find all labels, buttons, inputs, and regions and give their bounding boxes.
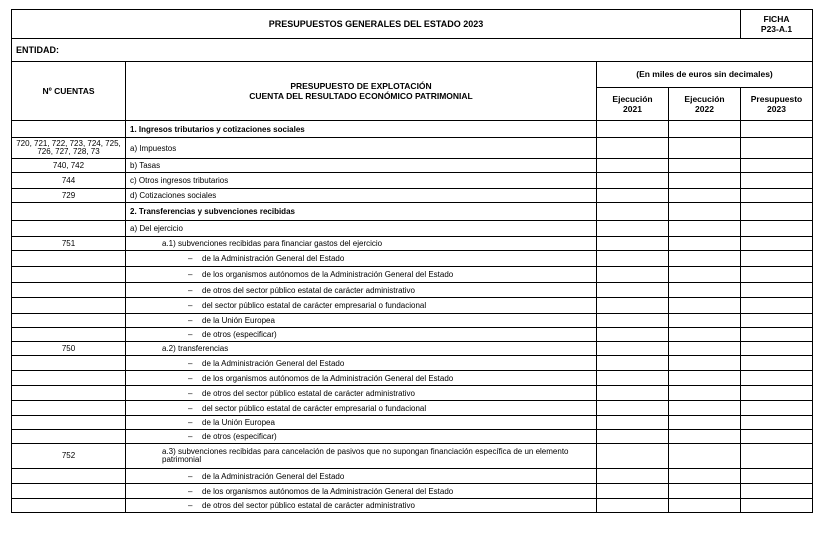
account-cell: [12, 469, 126, 484]
account-cell: 750: [12, 342, 126, 356]
concept-cell: [126, 283, 597, 298]
title-row: [12, 10, 813, 39]
ejecucion-2021-cell[interactable]: [597, 121, 669, 138]
concept-text: de los organismos autónomos de la Administración General del Estado: [202, 486, 454, 496]
ejecucion-2021-cell[interactable]: [597, 189, 669, 203]
table-row: [12, 283, 813, 298]
table-row: [12, 121, 813, 138]
concept-cell: [126, 499, 597, 513]
ejecucion-2021-cell[interactable]: [597, 173, 669, 189]
concept-cell: d) Cotizaciones sociales: [126, 189, 597, 203]
presupuesto-2023-cell[interactable]: [741, 251, 813, 267]
concept-cell: a.2) transferencias: [126, 342, 597, 356]
account-cell: [12, 298, 126, 314]
table-row: [12, 386, 813, 401]
ejecucion-2022-cell[interactable]: [669, 298, 741, 314]
concept-cell: a) Impuestos: [126, 138, 597, 159]
presupuesto-2023-cell[interactable]: [741, 314, 813, 328]
ejecucion-2022-cell[interactable]: [669, 444, 741, 469]
ejecucion-2021-label: Ejecución: [612, 94, 653, 104]
ejecucion-2022-cell[interactable]: [669, 121, 741, 138]
ficha-label: FICHA: [763, 14, 790, 24]
table-row: [12, 173, 813, 189]
table-row: [12, 401, 813, 416]
dash-marker: –: [188, 418, 193, 427]
concept-text: del sector público estatal de carácter empresarial o fundacional: [202, 403, 427, 413]
concept-text: de otros (especificar): [202, 432, 277, 441]
account-cell: 740, 742: [12, 159, 126, 173]
concept-text: de la Administración General del Estado: [202, 254, 345, 263]
ejecucion-2022-cell[interactable]: [669, 469, 741, 484]
ejecucion-2021-cell[interactable]: [597, 401, 669, 416]
account-cell: [12, 121, 126, 138]
ejecucion-2022-cell[interactable]: [669, 283, 741, 298]
ejecucion-2021-cell[interactable]: [597, 342, 669, 356]
ejecucion-2021-cell[interactable]: [597, 371, 669, 386]
presupuesto-2023-cell[interactable]: [741, 444, 813, 469]
ejecucion-2021-cell[interactable]: [597, 283, 669, 298]
account-cell: [12, 356, 126, 371]
table-row: [12, 314, 813, 328]
concept-cell: [126, 386, 597, 401]
ejecucion-2021-cell[interactable]: [597, 203, 669, 221]
concept-text: de la Administración General del Estado: [202, 471, 345, 481]
presupuesto-2023-cell[interactable]: [741, 298, 813, 314]
ejecucion-2022-cell[interactable]: [669, 267, 741, 283]
ejecucion-2021-cell[interactable]: [597, 251, 669, 267]
dash-marker: –: [188, 471, 193, 481]
concept-text: de otros del sector público estatal de carácter administrativo: [202, 388, 415, 398]
ejecucion-2022-cell[interactable]: [669, 499, 741, 513]
table-row: [12, 328, 813, 342]
presupuesto-2023-cell[interactable]: [741, 173, 813, 189]
ejecucion-2022-header: [669, 88, 741, 121]
presupuesto-2023-cell[interactable]: [741, 221, 813, 237]
table-row: [12, 189, 813, 203]
dash-marker: –: [188, 388, 193, 398]
concept-cell: [126, 484, 597, 499]
concept-cell: a.1) subvenciones recibidas para financiar gastos del ejercicio: [126, 237, 597, 251]
concept-cell: [126, 328, 597, 342]
presupuesto-2023-cell[interactable]: [741, 203, 813, 221]
form-title: PRESUPUESTOS GENERALES DEL ESTADO 2023: [12, 10, 741, 39]
concept-text: de los organismos autónomos de la Administración General del Estado: [202, 270, 454, 279]
concept-cell: [126, 371, 597, 386]
ejecucion-2022-cell[interactable]: [669, 356, 741, 371]
dash-marker: –: [188, 254, 193, 263]
concept-text: del sector público estatal de carácter empresarial o fundacional: [202, 301, 427, 310]
concept-cell: [126, 314, 597, 328]
presupuesto-2023-cell[interactable]: [741, 342, 813, 356]
ejecucion-2022-cell[interactable]: [669, 371, 741, 386]
table-body: [12, 121, 813, 513]
concept-cell: b) Tasas: [126, 159, 597, 173]
dash-marker: –: [188, 270, 193, 279]
presupuesto-2023-cell[interactable]: [741, 416, 813, 430]
table-row: [12, 356, 813, 371]
account-cell: [12, 416, 126, 430]
ejecucion-2022-cell[interactable]: [669, 342, 741, 356]
account-cell: [12, 499, 126, 513]
dash-marker: –: [188, 301, 193, 310]
ficha-code: [741, 10, 813, 39]
account-cell: [12, 401, 126, 416]
presupuesto-2023-cell[interactable]: [741, 356, 813, 371]
table-row: [12, 138, 813, 159]
table-row: [12, 371, 813, 386]
account-cell: [12, 386, 126, 401]
account-cell: [12, 314, 126, 328]
presupuesto-2023-cell[interactable]: [741, 484, 813, 499]
ejecucion-2021-cell[interactable]: [597, 298, 669, 314]
ejecucion-2022-label: Ejecución: [684, 94, 725, 104]
concept-text: de otros del sector público estatal de carácter administrativo: [202, 285, 415, 295]
concept-cell: 1. Ingresos tributarios y cotizaciones sociales: [126, 121, 597, 138]
ejecucion-2021-cell[interactable]: [597, 499, 669, 513]
ejecucion-2021-year: 2021: [623, 104, 642, 114]
ejecucion-2022-cell[interactable]: [669, 221, 741, 237]
ejecucion-2022-cell[interactable]: [669, 401, 741, 416]
account-cell: [12, 251, 126, 267]
account-cell: 720, 721, 722, 723, 724, 725, 726, 727, 728, 73: [12, 138, 126, 159]
table-row: [12, 237, 813, 251]
concept-cell: [126, 267, 597, 283]
ejecucion-2022-cell[interactable]: [669, 138, 741, 159]
dash-marker: –: [188, 316, 193, 325]
account-cell: [12, 221, 126, 237]
concept-cell: 2. Transferencias y subvenciones recibidas: [126, 203, 597, 221]
ejecucion-2021-cell[interactable]: [597, 237, 669, 251]
units-row: [12, 62, 813, 88]
ejecucion-2022-cell[interactable]: [669, 237, 741, 251]
presupuesto-2023-cell[interactable]: [741, 159, 813, 173]
ejecucion-2022-cell[interactable]: [669, 328, 741, 342]
concept-text: de la Unión Europea: [202, 418, 275, 427]
dash-marker: –: [188, 501, 193, 510]
ejecucion-2022-cell[interactable]: [669, 314, 741, 328]
concept-text: de otros (especificar): [202, 330, 277, 339]
concept-header-line1: PRESUPUESTO DE EXPLOTACIÓN: [290, 81, 432, 91]
units-header: (En miles de euros sin decimales): [597, 62, 813, 88]
ejecucion-2021-cell[interactable]: [597, 138, 669, 159]
concept-cell: [126, 401, 597, 416]
presupuesto-2023-cell[interactable]: [741, 138, 813, 159]
account-cell: 744: [12, 173, 126, 189]
ejecucion-2022-cell[interactable]: [669, 386, 741, 401]
table-row: [12, 499, 813, 513]
table-row: [12, 469, 813, 484]
concept-header-line2: CUENTA DEL RESULTADO ECONÓMICO PATRIMONIAL: [249, 91, 473, 101]
ejecucion-2021-cell[interactable]: [597, 444, 669, 469]
concept-text: de la Unión Europea: [202, 316, 275, 325]
dash-marker: –: [188, 330, 193, 339]
dash-marker: –: [188, 432, 193, 441]
ejecucion-2021-cell[interactable]: [597, 469, 669, 484]
presupuesto-2023-cell[interactable]: [741, 283, 813, 298]
account-cell: [12, 283, 126, 298]
ejecucion-2021-cell[interactable]: [597, 356, 669, 371]
presupuesto-2023-cell[interactable]: [741, 386, 813, 401]
concept-cell: [126, 469, 597, 484]
ejecucion-2022-cell[interactable]: [669, 203, 741, 221]
presupuesto-2023-cell[interactable]: [741, 401, 813, 416]
ejecucion-2022-cell[interactable]: [669, 173, 741, 189]
account-cell: [12, 371, 126, 386]
table-row: [12, 251, 813, 267]
presupuesto-2023-cell[interactable]: [741, 189, 813, 203]
presupuesto-2023-year: 2023: [767, 104, 786, 114]
entidad-row: [12, 39, 813, 62]
concept-cell: c) Otros ingresos tributarios: [126, 173, 597, 189]
concept-cell: [126, 430, 597, 444]
concept-cell: [126, 298, 597, 314]
ejecucion-2021-cell[interactable]: [597, 314, 669, 328]
ejecucion-2021-cell[interactable]: [597, 267, 669, 283]
concept-text: de la Administración General del Estado: [202, 358, 345, 368]
dash-marker: –: [188, 373, 193, 383]
presupuesto-2023-cell[interactable]: [741, 371, 813, 386]
account-cell: [12, 203, 126, 221]
presupuesto-2023-cell[interactable]: [741, 237, 813, 251]
table-row: [12, 203, 813, 221]
presupuesto-2023-cell[interactable]: [741, 267, 813, 283]
table-row: [12, 159, 813, 173]
table-row: [12, 267, 813, 283]
account-cell: [12, 267, 126, 283]
concept-text: de los organismos autónomos de la Administración General del Estado: [202, 373, 454, 383]
ejecucion-2021-cell[interactable]: [597, 416, 669, 430]
ejecucion-2021-cell[interactable]: [597, 386, 669, 401]
concept-cell: [126, 251, 597, 267]
ejecucion-2022-cell[interactable]: [669, 484, 741, 499]
ejecucion-2021-cell[interactable]: [597, 430, 669, 444]
budget-form-table: [11, 9, 813, 513]
account-cell: 729: [12, 189, 126, 203]
account-cell: 752: [12, 444, 126, 469]
accounts-column-header: Nº CUENTAS: [12, 62, 126, 121]
ejecucion-2021-header: [597, 88, 669, 121]
account-cell: 751: [12, 237, 126, 251]
account-cell: [12, 328, 126, 342]
table-row: [12, 221, 813, 237]
presupuesto-2023-cell[interactable]: [741, 499, 813, 513]
dash-marker: –: [188, 358, 193, 368]
ejecucion-2022-cell[interactable]: [669, 189, 741, 203]
table-row: [12, 484, 813, 499]
ejecucion-2022-cell[interactable]: [669, 416, 741, 430]
ejecucion-2021-cell[interactable]: [597, 328, 669, 342]
ejecucion-2022-year: 2022: [695, 104, 714, 114]
dash-marker: –: [188, 285, 193, 295]
concept-text: de otros del sector público estatal de carácter administrativo: [202, 501, 415, 510]
entidad-field[interactable]: ENTIDAD:: [12, 39, 813, 62]
presupuesto-2023-cell[interactable]: [741, 469, 813, 484]
ejecucion-2022-cell[interactable]: [669, 251, 741, 267]
presupuesto-2023-label: Presupuesto: [750, 94, 803, 104]
account-cell: [12, 484, 126, 499]
concept-column-header: [126, 62, 597, 121]
table-row: [12, 298, 813, 314]
concept-cell: a.3) subvenciones recibidas para cancelación de pasivos que no supongan financiación específica de un elemento patrimonial: [126, 444, 597, 469]
presupuesto-2023-cell[interactable]: [741, 121, 813, 138]
ficha-number: P23-A.1: [760, 24, 793, 34]
concept-cell: [126, 356, 597, 371]
concept-cell: [126, 416, 597, 430]
ejecucion-2022-cell[interactable]: [669, 159, 741, 173]
dash-marker: –: [188, 403, 193, 413]
table-row: [12, 342, 813, 356]
ejecucion-2021-cell[interactable]: [597, 484, 669, 499]
account-cell: [12, 430, 126, 444]
presupuesto-2023-cell[interactable]: [741, 430, 813, 444]
presupuesto-2023-header: [741, 88, 813, 121]
presupuesto-2023-cell[interactable]: [741, 328, 813, 342]
table-row: [12, 430, 813, 444]
table-row: [12, 416, 813, 430]
table-row: [12, 444, 813, 469]
concept-cell: a) Del ejercicio: [126, 221, 597, 237]
ejecucion-2022-cell[interactable]: [669, 430, 741, 444]
dash-marker: –: [188, 486, 193, 496]
ejecucion-2021-cell[interactable]: [597, 221, 669, 237]
ejecucion-2021-cell[interactable]: [597, 159, 669, 173]
